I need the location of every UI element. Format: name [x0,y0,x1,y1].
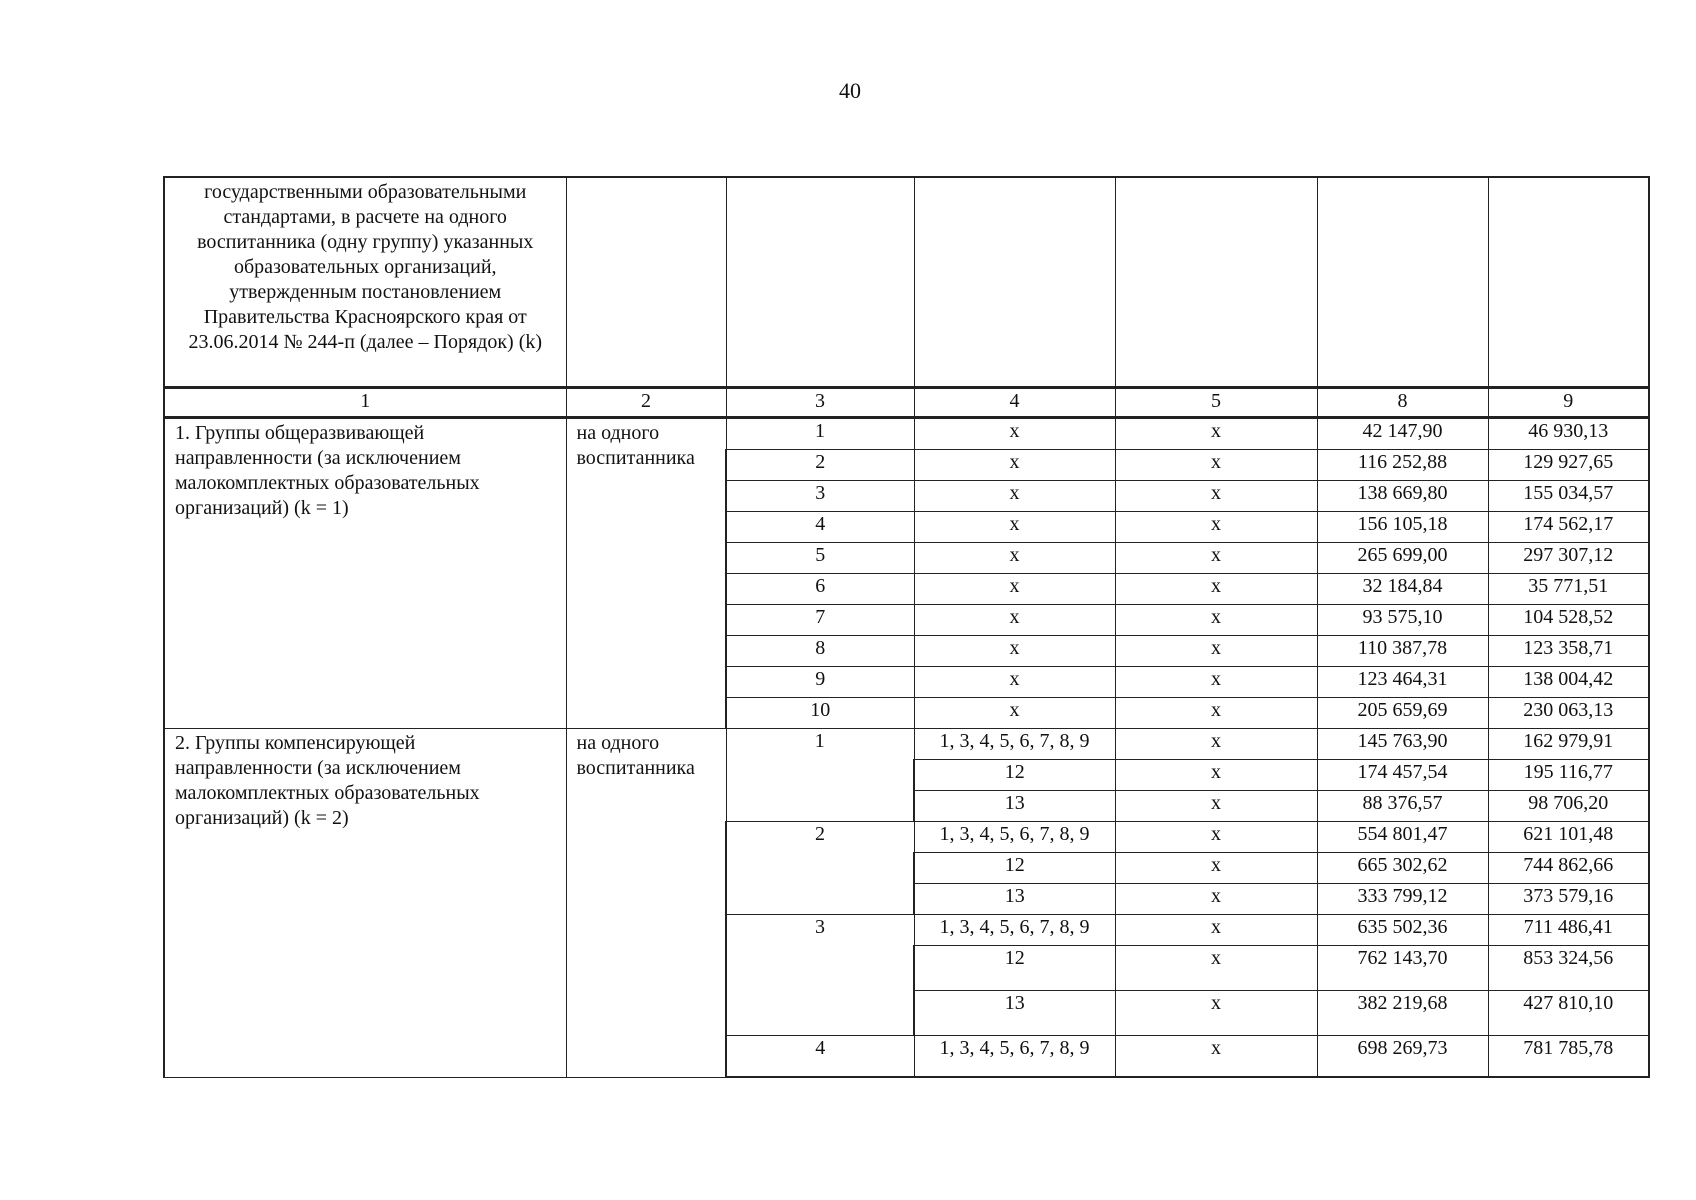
cell-c9: 35 771,51 [1488,574,1649,605]
cell-c4: х [914,418,1115,450]
cell-c9: 123 358,71 [1488,636,1649,667]
group-2-label: 2. Группы компенсирующей направленности (за исключением малокомплектных образовательных организаций) (k = 2) [164,729,566,1078]
group-1-label: 1. Группы общеразвивающей направленности (за исключением малокомплектных образовательных организаций) (k = 1) [164,418,566,729]
cell-c4: х [914,481,1115,512]
cell-c8: 32 184,84 [1317,574,1488,605]
cell-c5: х [1115,418,1317,450]
cell-c4: х [914,543,1115,574]
cell-c8: 382 219,68 [1317,991,1488,1036]
cell-c8: 156 105,18 [1317,512,1488,543]
cell-c4: 1, 3, 4, 5, 6, 7, 8, 9 [914,822,1115,853]
group-2-unit: на одного воспитанника [566,729,726,1078]
cell-c4: 13 [914,991,1115,1036]
cell-c9: 711 486,41 [1488,915,1649,946]
page-number: 40 [839,78,861,103]
cell-c5: х [1115,481,1317,512]
cell-c5: х [1115,791,1317,822]
cell-c4: х [914,512,1115,543]
cell-c8: 110 387,78 [1317,636,1488,667]
table-row [164,418,1649,450]
cell-c9: 427 810,10 [1488,991,1649,1036]
table-row [164,729,1649,760]
column-number: 3 [726,388,914,418]
cell-c5: х [1115,991,1317,1036]
empty-cell [914,177,1115,388]
cell-c8: 635 502,36 [1317,915,1488,946]
cell-c9: 744 862,66 [1488,853,1649,884]
cell-c8: 762 143,70 [1317,946,1488,991]
cell-c3: 6 [726,574,914,605]
cell-c9: 621 101,48 [1488,822,1649,853]
continuation-row [164,177,1649,388]
cell-c4: х [914,636,1115,667]
cell-c5: х [1115,946,1317,991]
cell-c9: 162 979,91 [1488,729,1649,760]
cell-c8: 174 457,54 [1317,760,1488,791]
column-number: 4 [914,388,1115,418]
cell-c5: х [1115,605,1317,636]
cell-c9: 129 927,65 [1488,450,1649,481]
cell-c5: х [1115,1036,1317,1078]
cell-c9: 781 785,78 [1488,1036,1649,1078]
cell-c4: х [914,450,1115,481]
cell-c5: х [1115,822,1317,853]
cell-c3: 4 [726,512,914,543]
cell-c8: 88 376,57 [1317,791,1488,822]
cell-c4: х [914,605,1115,636]
cell-c8: 698 269,73 [1317,1036,1488,1078]
empty-cell [726,177,914,388]
empty-cell [1317,177,1488,388]
cell-c9: 373 579,16 [1488,884,1649,915]
cell-c9: 46 930,13 [1488,418,1649,450]
cell-c4: х [914,667,1115,698]
cell-c8: 554 801,47 [1317,822,1488,853]
cell-c5: х [1115,512,1317,543]
cell-c9: 230 063,13 [1488,698,1649,729]
cell-c3: 8 [726,636,914,667]
cell-c9: 195 116,77 [1488,760,1649,791]
group-1-unit: на одного воспитанника [566,418,726,729]
cell-c3: 3 [726,481,914,512]
cell-c3: 4 [726,1036,914,1078]
cell-c5: х [1115,915,1317,946]
cell-c4: х [914,574,1115,605]
cell-c4: 12 [914,853,1115,884]
column-number: 9 [1488,388,1649,418]
column-number-row [164,388,1649,418]
cell-c8: 123 464,31 [1317,667,1488,698]
cost-norms-table [163,176,1650,1078]
cell-c9: 853 324,56 [1488,946,1649,991]
cell-c5: х [1115,450,1317,481]
cell-c3: 3 [726,915,914,1036]
cell-c4: 1, 3, 4, 5, 6, 7, 8, 9 [914,915,1115,946]
cell-c4: х [914,698,1115,729]
cell-c4: 12 [914,760,1115,791]
cell-c5: х [1115,884,1317,915]
cell-c5: х [1115,636,1317,667]
cell-c3: 7 [726,605,914,636]
cell-c3: 5 [726,543,914,574]
cell-c9: 155 034,57 [1488,481,1649,512]
cell-c8: 333 799,12 [1317,884,1488,915]
empty-cell [1488,177,1649,388]
empty-cell [566,177,726,388]
cell-c9: 297 307,12 [1488,543,1649,574]
cell-c8: 665 302,62 [1317,853,1488,884]
cell-c8: 93 575,10 [1317,605,1488,636]
cell-c5: х [1115,698,1317,729]
cell-c3: 1 [726,729,914,822]
empty-cell [1115,177,1317,388]
cell-c4: 1, 3, 4, 5, 6, 7, 8, 9 [914,729,1115,760]
cell-c5: х [1115,853,1317,884]
cell-c5: х [1115,543,1317,574]
cell-c3: 1 [726,418,914,450]
cell-c9: 138 004,42 [1488,667,1649,698]
cell-c4: 13 [914,791,1115,822]
cell-c3: 10 [726,698,914,729]
column-number: 1 [164,388,566,418]
cell-c8: 116 252,88 [1317,450,1488,481]
cell-c9: 174 562,17 [1488,512,1649,543]
column-number: 8 [1317,388,1488,418]
cell-c9: 104 528,52 [1488,605,1649,636]
cell-c5: х [1115,729,1317,760]
cell-c5: х [1115,760,1317,791]
cell-c5: х [1115,667,1317,698]
cell-c3: 2 [726,822,914,915]
cell-c3: 2 [726,450,914,481]
continuation-text: государственными образовательными стандартами, в расчете на одного воспитанника (одну группу) указанных образовательных организаций, утвержденным постановлением Правительства Красноярского края от 23.06.2014 № 244-п (далее – Порядок) (k) [164,177,566,388]
cell-c9: 98 706,20 [1488,791,1649,822]
cell-c8: 265 699,00 [1317,543,1488,574]
column-number: 5 [1115,388,1317,418]
cell-c8: 205 659,69 [1317,698,1488,729]
cell-c3: 9 [726,667,914,698]
cell-c8: 138 669,80 [1317,481,1488,512]
cell-c5: х [1115,574,1317,605]
cell-c4: 12 [914,946,1115,991]
column-number: 2 [566,388,726,418]
cell-c8: 42 147,90 [1317,418,1488,450]
cell-c4: 1, 3, 4, 5, 6, 7, 8, 9 [914,1036,1115,1078]
cell-c8: 145 763,90 [1317,729,1488,760]
cell-c4: 13 [914,884,1115,915]
